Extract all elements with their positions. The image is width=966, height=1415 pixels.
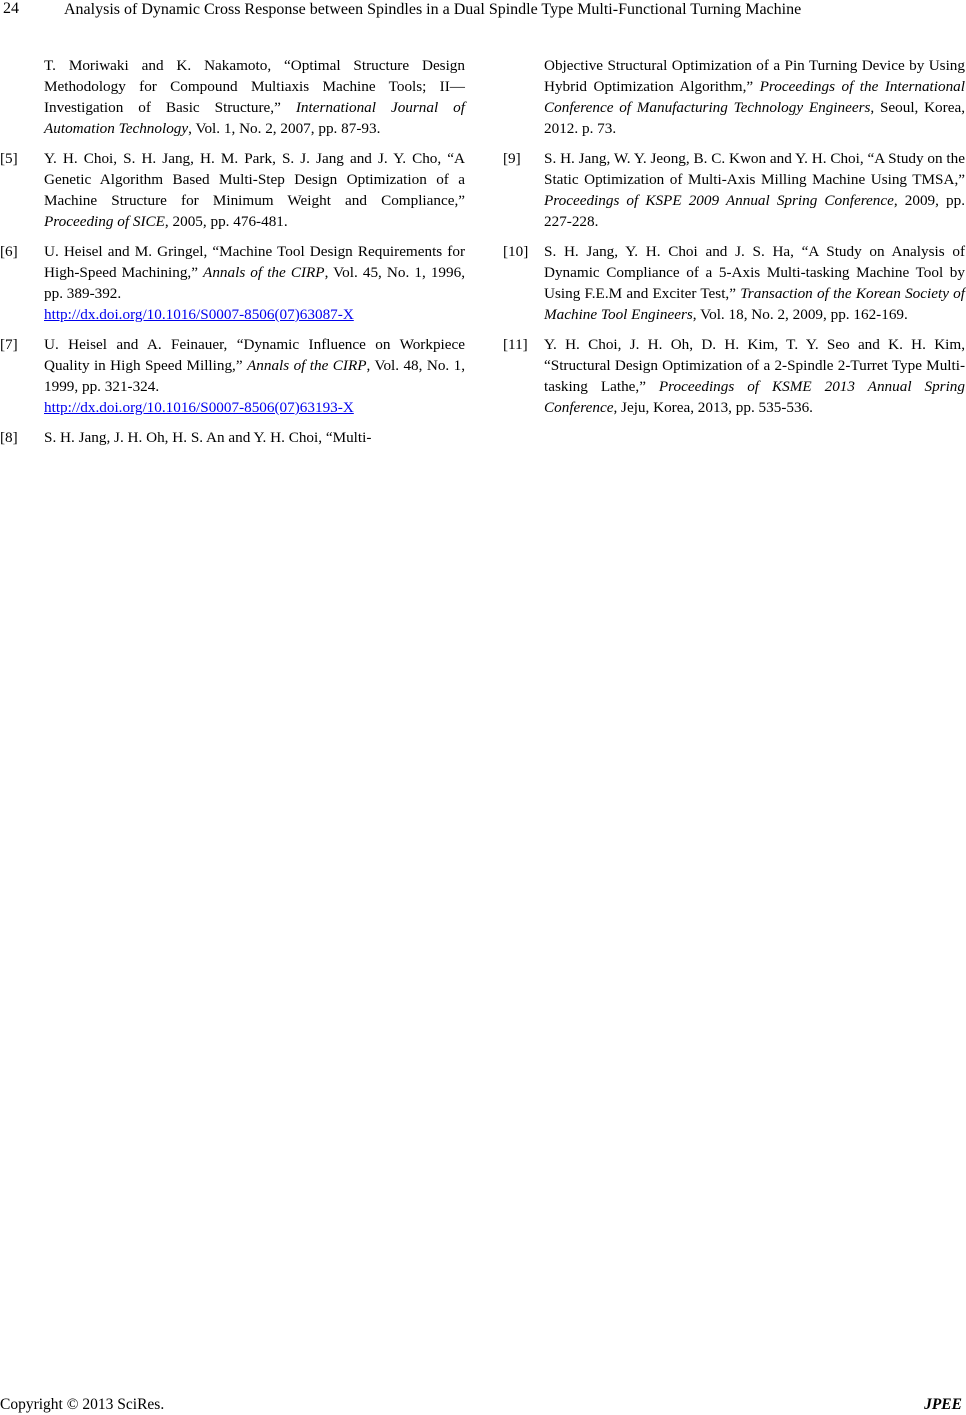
reference-body: S. H. Jang, Y. H. Choi and J. S. Ha, “A Study on Analysis of Dynamic Compliance of a 5-Axis Multi-tasking Machine Tool by Using F.E.M and Exciter Test,” xyxy=(544,243,965,302)
reference-details: , Vol. 48, No. 1, 1999, pp. 321-324. xyxy=(44,357,466,395)
reference-item xyxy=(503,148,965,232)
references-right-column xyxy=(503,55,965,427)
reference-body: T. Moriwaki and K. Nakamoto, “Optimal Structure Design Methodology for Compound Multiaxis Machine Tools; II—Investigation of Basic Structure,” xyxy=(44,57,465,116)
page-number: 24 xyxy=(3,0,19,17)
doi-link[interactable]: http://dx.doi.org/10.1016/S0007-8506(07)63087-X xyxy=(44,306,354,323)
reference-item xyxy=(0,427,465,448)
reference-journal: Annals of the CIRP xyxy=(203,264,325,281)
reference-journal: Proceedings of the International Conference of Manufacturing Technology Engineers xyxy=(544,78,965,116)
reference-text xyxy=(44,427,465,448)
reference-number: [8] xyxy=(0,429,18,446)
reference-details: , 2009, pp. 227-228. xyxy=(544,192,965,230)
reference-item xyxy=(0,334,466,418)
reference-details: , Vol. 18, No. 2, 2009, pp. 162-169. xyxy=(692,306,908,323)
running-title: Analysis of Dynamic Cross Response between Spindles in a Dual Spindle Type Multi-Functional Turning Machine xyxy=(64,1,802,18)
reference-item xyxy=(0,241,465,325)
reference-number: [9] xyxy=(503,150,521,167)
doi-link[interactable]: http://dx.doi.org/10.1016/S0007-8506(07)63193-X xyxy=(44,399,354,416)
reference-item xyxy=(503,334,965,418)
reference-text xyxy=(544,148,965,232)
reference-details: , 2005, pp. 476-481. xyxy=(164,213,288,230)
reference-details: , Jeju, Korea, 2013, pp. 535-536. xyxy=(613,399,813,416)
reference-text xyxy=(544,55,965,139)
reference-body: Y. H. Choi, J. H. Oh, D. H. Kim, T. Y. Seo and K. H. Kim, “Structural Design Optimization of a 2-Spindle 2-Turret Type Multi-tasking Lathe,” xyxy=(544,336,965,395)
reference-number: [5] xyxy=(0,150,18,167)
reference-text xyxy=(44,55,465,139)
reference-body: Objective Structural Optimization of a Pin Turning Device by Using Hybrid Optimization Algorithm,” xyxy=(544,57,965,95)
reference-details: , Vol. 1, No. 2, 2007, pp. 87-93. xyxy=(188,120,381,137)
journal-abbreviation: JPEE xyxy=(924,1396,962,1413)
reference-text xyxy=(544,334,965,418)
references-left-column xyxy=(0,55,466,457)
reference-body: Y. H. Choi, S. H. Jang, H. M. Park, S. J. Jang and J. Y. Cho, “A Genetic Algorithm Based Multi-Step Design Optimization of a Machine Structure for Minimum Weight and Compliance,” xyxy=(44,150,465,209)
reference-journal: Transaction of the Korean Society of Machine Tool Engineers xyxy=(544,285,965,323)
reference-number: [10] xyxy=(503,243,529,260)
reference-item xyxy=(40,55,465,139)
reference-text xyxy=(544,241,965,325)
reference-details: , Seoul, Korea, 2012. p. 73. xyxy=(544,99,965,137)
reference-body: S. H. Jang, J. H. Oh, H. S. An and Y. H. Choi, “Multi- xyxy=(44,429,372,446)
reference-item xyxy=(503,241,965,325)
reference-text xyxy=(44,241,465,304)
reference-number: [6] xyxy=(0,243,18,260)
reference-journal: International Journal of Automation Technology xyxy=(44,99,465,137)
reference-number: [7] xyxy=(0,336,18,353)
reference-body: U. Heisel and M. Gringel, “Machine Tool Design Requirements for High-Speed Machining,” xyxy=(44,243,465,281)
reference-number: [11] xyxy=(503,336,528,353)
reference-journal: Annals of the CIRP xyxy=(247,357,367,374)
reference-journal: Proceeding of SICE xyxy=(44,213,165,230)
reference-text xyxy=(44,148,465,232)
reference-item xyxy=(0,148,465,232)
reference-item xyxy=(540,55,965,139)
reference-body: U. Heisel and A. Feinauer, “Dynamic Influence on Workpiece Quality in High Speed Milling,” xyxy=(44,336,465,374)
reference-details: , Vol. 45, No. 1, 1996, pp. 389-392. xyxy=(44,264,465,302)
reference-journal: Proceedings of KSME 2013 Annual Spring Conference xyxy=(544,378,965,416)
reference-journal: Proceedings of KSPE 2009 Annual Spring Conference xyxy=(544,192,894,209)
reference-body: S. H. Jang, W. Y. Jeong, B. C. Kwon and Y. H. Choi, “A Study on the Static Optimization of Multi-Axis Milling Machine Using TMSA,” xyxy=(544,150,965,188)
reference-text xyxy=(44,334,465,397)
copyright-notice: Copyright © 2013 SciRes. xyxy=(0,1396,165,1413)
